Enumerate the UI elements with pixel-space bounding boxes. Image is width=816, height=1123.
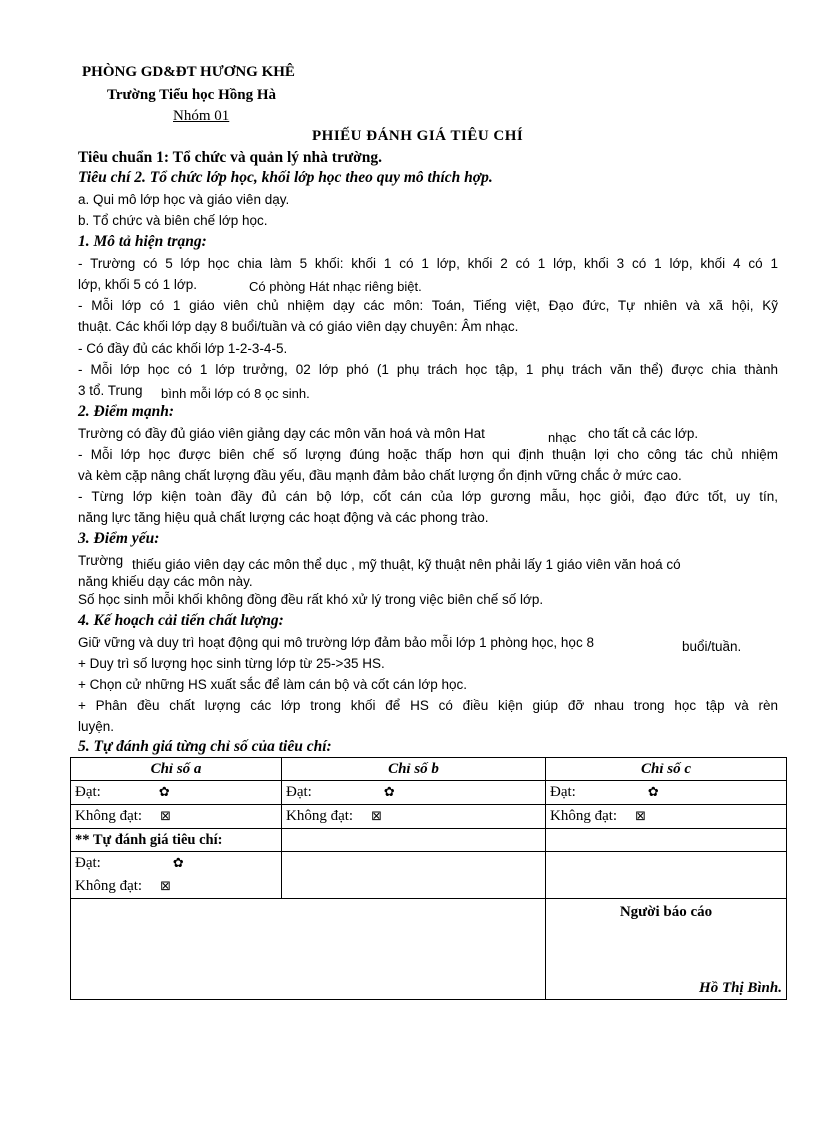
criterion-text: Tiêu chí 2. Tổ chức lớp học, khối lớp học theo quy mô thích hợp. xyxy=(78,169,493,186)
not-achieved-label: Không đạt: xyxy=(75,878,143,894)
section2-line: - Từng lớp kiện toàn đầy đủ cán bộ lớp, cốt cán của lớp gương mẫu, học giỏi, đạo đức tốt, uy tín, xyxy=(78,489,778,504)
section4-line: Giữ vững và duy trì hoạt động qui mô trường lớp đảm bảo mỗi lớp 1 phòng học, học 8 xyxy=(78,635,594,650)
not-achieved-cell xyxy=(282,805,546,829)
flower-icon: ✿ xyxy=(172,856,184,871)
empty-cell xyxy=(282,829,546,852)
reporter-name: Hồ Thị Bình. xyxy=(699,980,782,996)
flower-icon: ✿ xyxy=(647,785,659,800)
criterion-heading xyxy=(78,168,493,188)
group-label: Nhóm 01 xyxy=(173,108,230,124)
column-header: Chỉ số a xyxy=(71,758,282,781)
crossed-box-icon: ⊠ xyxy=(160,809,171,824)
not-achieved-label: Không đạt: xyxy=(286,808,354,824)
crossed-box-icon: ⊠ xyxy=(371,809,382,824)
section4-line: + Duy trì số lượng học sinh từng lớp từ 25->35 HS. xyxy=(78,656,385,671)
indicator-b: b. Tổ chức và biên chế lớp học. xyxy=(78,213,268,228)
section2-line: nhạc xyxy=(548,430,577,445)
section3-line: năng khiếu dạy các môn này. xyxy=(78,574,253,589)
empty-cell xyxy=(546,829,787,852)
empty-cell xyxy=(282,852,546,899)
section4-line: + Chọn cử những HS xuất sắc để làm cán bộ và cốt cán lớp học. xyxy=(78,677,468,692)
section2-line: cho tất cả các lớp. xyxy=(588,426,699,441)
section4-line: buổi/tuần. xyxy=(682,639,742,654)
section1-line: - Mỗi lớp học có 1 lớp trưởng, 02 lớp phó (1 phụ trách học tập, 1 phụ trách văn thể) được chia thành xyxy=(78,362,778,377)
reporter-label: Người báo cáo xyxy=(619,904,713,920)
section1-line: bình mỗi lớp có 8 ọc sinh. xyxy=(161,386,310,401)
school-name: Trường Tiểu học Hồng Hà xyxy=(107,87,277,103)
crossed-box-icon: ⊠ xyxy=(160,879,171,894)
self-assessment-table xyxy=(70,757,787,1000)
standard-heading: Tiêu chuẩn 1: Tổ chức và quản lý nhà trường. xyxy=(78,149,382,166)
section4-heading: 4. Kế hoạch cải tiến chất lượng: xyxy=(78,612,284,629)
section1-line: - Mỗi lớp có 1 giáo viên chủ nhiệm dạy các môn: Toán, Tiếng việt, Đạo đức, Tự nhiên và xã hội, Kỹ xyxy=(78,298,778,313)
section2-line: - Mỗi lớp học được biên chế số lượng đúng hoặc thấp hơn qui định thuận lợi cho công tác chủ nhiệm xyxy=(78,447,778,462)
section2-line: và kèm cặp nâng chất lượng đầu yếu, đầu mạnh đảm bảo chất lượng ổn định vững chắc ở mức cao. xyxy=(78,468,682,483)
overall-label: ** Tự đánh giá tiêu chí: xyxy=(71,829,282,852)
overall-cell xyxy=(71,852,282,899)
not-achieved-cell xyxy=(71,805,282,829)
section1-line: - Trường có 5 lớp học chia làm 5 khối: khối 1 có 1 lớp, khối 2 có 1 lớp, khối 3 có 1 lớp, khối 4 có 1 xyxy=(78,256,778,271)
section2-line: năng lực tăng hiệu quả chất lượng các hoạt động và các phong trào. xyxy=(78,510,489,525)
achieved-label: Đạt: xyxy=(75,855,101,871)
table-row xyxy=(71,852,787,899)
empty-cell xyxy=(546,852,787,899)
section3-line: Số học sinh mỗi khối không đồng đều rất khó xử lý trong việc biên chế số lớp. xyxy=(78,592,544,607)
page-title: PHIẾU ĐÁNH GIÁ TIÊU CHÍ xyxy=(312,128,524,144)
department-name: PHÒNG GD&ĐT HƯƠNG KHÊ xyxy=(82,64,295,80)
table-row xyxy=(71,805,787,829)
achieved-label: Đạt: xyxy=(286,784,312,800)
section4-line: + Phân đều chất lượng các lớp trong khối để HS có điều kiện giúp đỡ nhau trong học tập và rèn xyxy=(78,698,778,713)
section5-heading: 5. Tự đánh giá từng chỉ số của tiêu chí: xyxy=(78,738,332,755)
section1-line: thuật. Các khối lớp dạy 8 buổi/tuần và có giáo viên dạy chuyên: Âm nhạc. xyxy=(78,319,519,334)
achieved-label: Đạt: xyxy=(550,784,576,800)
section2-line: Trường có đầy đủ giáo viên giảng dạy các môn văn hoá và môn Hat xyxy=(78,426,485,441)
flower-icon: ✿ xyxy=(383,785,395,800)
table-row xyxy=(71,758,787,781)
achieved-label: Đạt: xyxy=(75,784,101,800)
indicator-a: a. Qui mô lớp học và giáo viên dạy. xyxy=(78,192,290,207)
section2-heading: 2. Điểm mạnh: xyxy=(78,403,175,420)
section3-line: Trường xyxy=(78,553,124,568)
section1-heading: 1. Mô tả hiện trạng: xyxy=(78,233,207,250)
achieved-cell xyxy=(71,781,282,805)
empty-cell xyxy=(71,899,546,1000)
not-achieved-label: Không đạt: xyxy=(550,808,618,824)
table-row xyxy=(71,899,787,1000)
table-row xyxy=(71,829,787,852)
crossed-box-icon: ⊠ xyxy=(635,809,646,824)
achieved-cell xyxy=(282,781,546,805)
not-achieved-cell xyxy=(546,805,787,829)
section1-line: Có phòng Hát nhạc riêng biệt. xyxy=(249,279,422,294)
achieved-cell xyxy=(546,781,787,805)
column-header: Chỉ số c xyxy=(546,758,787,781)
not-achieved-label: Không đạt: xyxy=(75,808,143,824)
section4-line: luyện. xyxy=(78,719,115,734)
section1-line: - Có đầy đủ các khối lớp 1-2-3-4-5. xyxy=(78,341,288,356)
section1-line: lớp, khối 5 có 1 lớp. xyxy=(78,277,198,292)
column-header: Chỉ số b xyxy=(282,758,546,781)
section3-line: thiếu giáo viên dạy các môn thể dục , mỹ thuật, kỹ thuật nên phải lấy 1 giáo viên văn hoá có xyxy=(132,557,681,572)
section3-heading: 3. Điểm yếu: xyxy=(78,530,160,547)
section1-line: 3 tổ. Trung xyxy=(78,383,143,398)
flower-icon: ✿ xyxy=(158,785,170,800)
signature-cell xyxy=(546,899,787,1000)
table-row xyxy=(71,781,787,805)
